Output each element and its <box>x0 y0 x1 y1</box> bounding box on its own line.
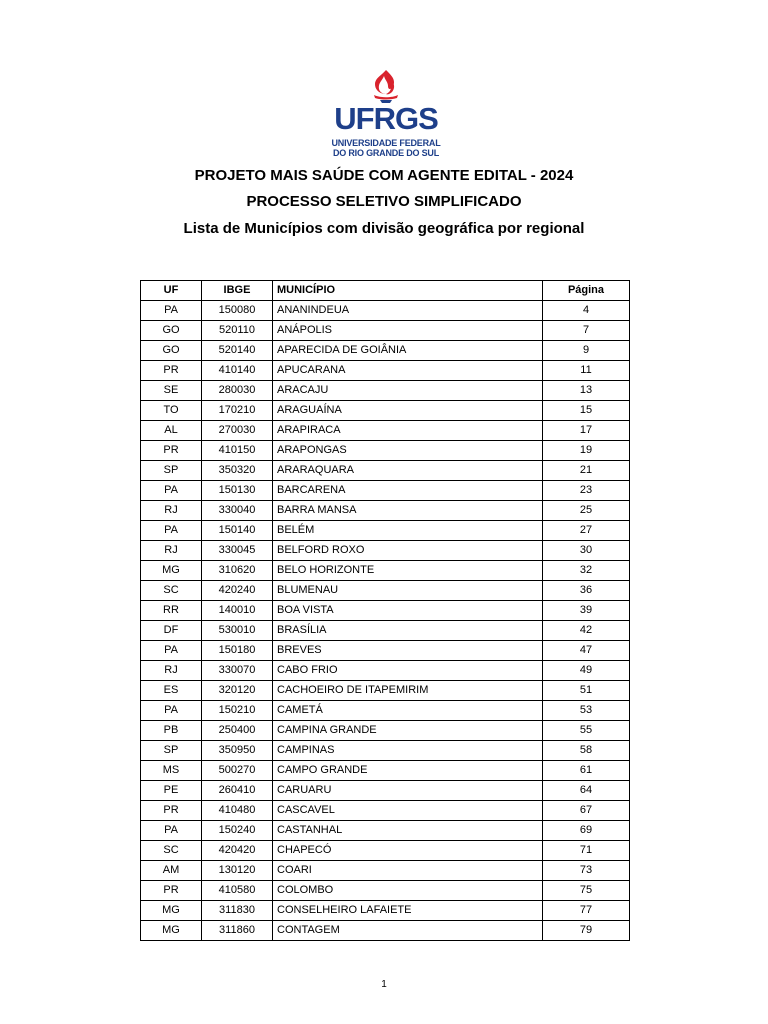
cell-ibge: 350320 <box>202 461 273 481</box>
cell-municipio: CONSELHEIRO LAFAIETE <box>273 901 543 921</box>
cell-pagina: 53 <box>543 701 630 721</box>
cell-pagina: 49 <box>543 661 630 681</box>
logo-subtitle-line1: UNIVERSIDADE FEDERAL <box>331 138 441 148</box>
table-row <box>141 481 630 501</box>
table-row <box>141 461 630 481</box>
cell-ibge: 520110 <box>202 321 273 341</box>
cell-ibge: 320120 <box>202 681 273 701</box>
cell-uf: MG <box>141 921 202 941</box>
cell-ibge: 420240 <box>202 581 273 601</box>
cell-municipio: ARAGUAÍNA <box>273 401 543 421</box>
cell-municipio: ANÁPOLIS <box>273 321 543 341</box>
cell-pagina: 39 <box>543 601 630 621</box>
cell-pagina: 19 <box>543 441 630 461</box>
cell-municipio: CARUARU <box>273 781 543 801</box>
cell-uf: PA <box>141 641 202 661</box>
logo-subtitle-line2: DO RIO GRANDE DO SUL <box>332 148 439 158</box>
cell-uf: PA <box>141 301 202 321</box>
cell-ibge: 280030 <box>202 381 273 401</box>
table-row <box>141 361 630 381</box>
cell-municipio: CABO FRIO <box>273 661 543 681</box>
cell-pagina: 55 <box>543 721 630 741</box>
cell-uf: PA <box>141 481 202 501</box>
cell-ibge: 150180 <box>202 641 273 661</box>
table-row <box>141 681 630 701</box>
cell-municipio: BREVES <box>273 641 543 661</box>
cell-municipio: CASCAVEL <box>273 801 543 821</box>
cell-municipio: BARRA MANSA <box>273 501 543 521</box>
cell-ibge: 311830 <box>202 901 273 921</box>
cell-uf: ES <box>141 681 202 701</box>
logo-wordmark: UFRGS <box>334 101 438 136</box>
cell-municipio: BOA VISTA <box>273 601 543 621</box>
table-row <box>141 661 630 681</box>
cell-municipio: CAMPINAS <box>273 741 543 761</box>
cell-municipio: CAMETÁ <box>273 701 543 721</box>
cell-ibge: 410150 <box>202 441 273 461</box>
cell-pagina: 23 <box>543 481 630 501</box>
cell-pagina: 61 <box>543 761 630 781</box>
cell-uf: PA <box>141 701 202 721</box>
cell-pagina: 25 <box>543 501 630 521</box>
cell-municipio: ARAPIRACA <box>273 421 543 441</box>
cell-ibge: 410480 <box>202 801 273 821</box>
cell-pagina: 7 <box>543 321 630 341</box>
cell-municipio: CAMPO GRANDE <box>273 761 543 781</box>
cell-pagina: 58 <box>543 741 630 761</box>
cell-uf: PR <box>141 361 202 381</box>
cell-pagina: 30 <box>543 541 630 561</box>
cell-municipio: COLOMBO <box>273 881 543 901</box>
cell-uf: MG <box>141 561 202 581</box>
cell-ibge: 150210 <box>202 701 273 721</box>
cell-ibge: 330070 <box>202 661 273 681</box>
table-header-row <box>141 281 630 301</box>
header-uf: UF <box>141 281 202 301</box>
cell-uf: PR <box>141 801 202 821</box>
cell-uf: PE <box>141 781 202 801</box>
ufrgs-logo <box>328 70 443 160</box>
cell-pagina: 51 <box>543 681 630 701</box>
cell-municipio: CHAPECÓ <box>273 841 543 861</box>
cell-ibge: 170210 <box>202 401 273 421</box>
cell-pagina: 17 <box>543 421 630 441</box>
cell-uf: SC <box>141 841 202 861</box>
table-row <box>141 841 630 861</box>
cell-uf: GO <box>141 341 202 361</box>
cell-pagina: 79 <box>543 921 630 941</box>
municipalities-table <box>140 280 630 941</box>
cell-ibge: 270030 <box>202 421 273 441</box>
document-list-heading: Lista de Municípios com divisão geográfica por regional <box>183 220 585 237</box>
table-row <box>141 821 630 841</box>
cell-uf: RJ <box>141 501 202 521</box>
table-row <box>141 921 630 941</box>
cell-municipio: APUCARANA <box>273 361 543 381</box>
table-row <box>141 761 630 781</box>
table-row <box>141 501 630 521</box>
cell-pagina: 13 <box>543 381 630 401</box>
cell-uf: PA <box>141 521 202 541</box>
table-row <box>141 741 630 761</box>
cell-uf: RJ <box>141 541 202 561</box>
table-row <box>141 621 630 641</box>
cell-ibge: 410140 <box>202 361 273 381</box>
header-ibge: IBGE <box>202 281 273 301</box>
cell-ibge: 311860 <box>202 921 273 941</box>
document-subtitle: PROCESSO SELETIVO SIMPLIFICADO <box>246 193 522 210</box>
table-row <box>141 301 630 321</box>
table-row <box>141 421 630 441</box>
cell-uf: RR <box>141 601 202 621</box>
cell-ibge: 150240 <box>202 821 273 841</box>
header-municipio: MUNICÍPIO <box>273 281 543 301</box>
cell-pagina: 47 <box>543 641 630 661</box>
cell-uf: AM <box>141 861 202 881</box>
cell-pagina: 36 <box>543 581 630 601</box>
document-title: PROJETO MAIS SAÚDE COM AGENTE EDITAL - 2024 <box>194 167 574 184</box>
cell-uf: SC <box>141 581 202 601</box>
cell-municipio: APARECIDA DE GOIÂNIA <box>273 341 543 361</box>
cell-uf: PA <box>141 821 202 841</box>
cell-ibge: 350950 <box>202 741 273 761</box>
cell-pagina: 4 <box>543 301 630 321</box>
cell-uf: PR <box>141 441 202 461</box>
table-row <box>141 321 630 341</box>
cell-ibge: 150130 <box>202 481 273 501</box>
cell-ibge: 410580 <box>202 881 273 901</box>
cell-ibge: 420420 <box>202 841 273 861</box>
cell-uf: RJ <box>141 661 202 681</box>
table-row <box>141 441 630 461</box>
cell-pagina: 73 <box>543 861 630 881</box>
cell-ibge: 310620 <box>202 561 273 581</box>
cell-pagina: 77 <box>543 901 630 921</box>
cell-municipio: ANANINDEUA <box>273 301 543 321</box>
cell-pagina: 75 <box>543 881 630 901</box>
cell-municipio: ARAPONGAS <box>273 441 543 461</box>
cell-uf: MG <box>141 901 202 921</box>
cell-ibge: 520140 <box>202 341 273 361</box>
cell-pagina: 27 <box>543 521 630 541</box>
cell-ibge: 500270 <box>202 761 273 781</box>
cell-ibge: 330040 <box>202 501 273 521</box>
cell-uf: SP <box>141 461 202 481</box>
cell-municipio: BELO HORIZONTE <box>273 561 543 581</box>
cell-pagina: 15 <box>543 401 630 421</box>
table-row <box>141 881 630 901</box>
table-row <box>141 721 630 741</box>
table-row <box>141 401 630 421</box>
table-row <box>141 901 630 921</box>
table-row <box>141 801 630 821</box>
cell-ibge: 330045 <box>202 541 273 561</box>
table-row <box>141 521 630 541</box>
cell-uf: GO <box>141 321 202 341</box>
cell-uf: AL <box>141 421 202 441</box>
cell-municipio: CASTANHAL <box>273 821 543 841</box>
cell-ibge: 150080 <box>202 301 273 321</box>
cell-ibge: 260410 <box>202 781 273 801</box>
cell-ibge: 130120 <box>202 861 273 881</box>
cell-uf: TO <box>141 401 202 421</box>
cell-ibge: 140010 <box>202 601 273 621</box>
cell-municipio: ARARAQUARA <box>273 461 543 481</box>
cell-pagina: 21 <box>543 461 630 481</box>
cell-pagina: 42 <box>543 621 630 641</box>
cell-pagina: 9 <box>543 341 630 361</box>
table-row <box>141 341 630 361</box>
table-row <box>141 381 630 401</box>
cell-pagina: 67 <box>543 801 630 821</box>
cell-municipio: BARCARENA <box>273 481 543 501</box>
cell-uf: PB <box>141 721 202 741</box>
cell-uf: SE <box>141 381 202 401</box>
cell-municipio: BLUMENAU <box>273 581 543 601</box>
cell-ibge: 250400 <box>202 721 273 741</box>
cell-municipio: BRASÍLIA <box>273 621 543 641</box>
cell-municipio: COARI <box>273 861 543 881</box>
cell-uf: SP <box>141 741 202 761</box>
table-row <box>141 601 630 621</box>
cell-municipio: BELÉM <box>273 521 543 541</box>
table-row <box>141 641 630 661</box>
table-row <box>141 561 630 581</box>
cell-uf: PR <box>141 881 202 901</box>
cell-uf: DF <box>141 621 202 641</box>
cell-municipio: ARACAJU <box>273 381 543 401</box>
cell-municipio: BELFORD ROXO <box>273 541 543 561</box>
cell-ibge: 530010 <box>202 621 273 641</box>
table-row <box>141 781 630 801</box>
cell-pagina: 11 <box>543 361 630 381</box>
table-row <box>141 701 630 721</box>
table-row <box>141 541 630 561</box>
cell-pagina: 69 <box>543 821 630 841</box>
cell-pagina: 71 <box>543 841 630 861</box>
table-row <box>141 581 630 601</box>
cell-municipio: CONTAGEM <box>273 921 543 941</box>
cell-municipio: CAMPINA GRANDE <box>273 721 543 741</box>
page-number: 1 <box>381 979 387 990</box>
header-pagina: Página <box>543 281 630 301</box>
table-row <box>141 861 630 881</box>
cell-ibge: 150140 <box>202 521 273 541</box>
cell-pagina: 64 <box>543 781 630 801</box>
cell-uf: MS <box>141 761 202 781</box>
cell-pagina: 32 <box>543 561 630 581</box>
cell-municipio: CACHOEIRO DE ITAPEMIRIM <box>273 681 543 701</box>
